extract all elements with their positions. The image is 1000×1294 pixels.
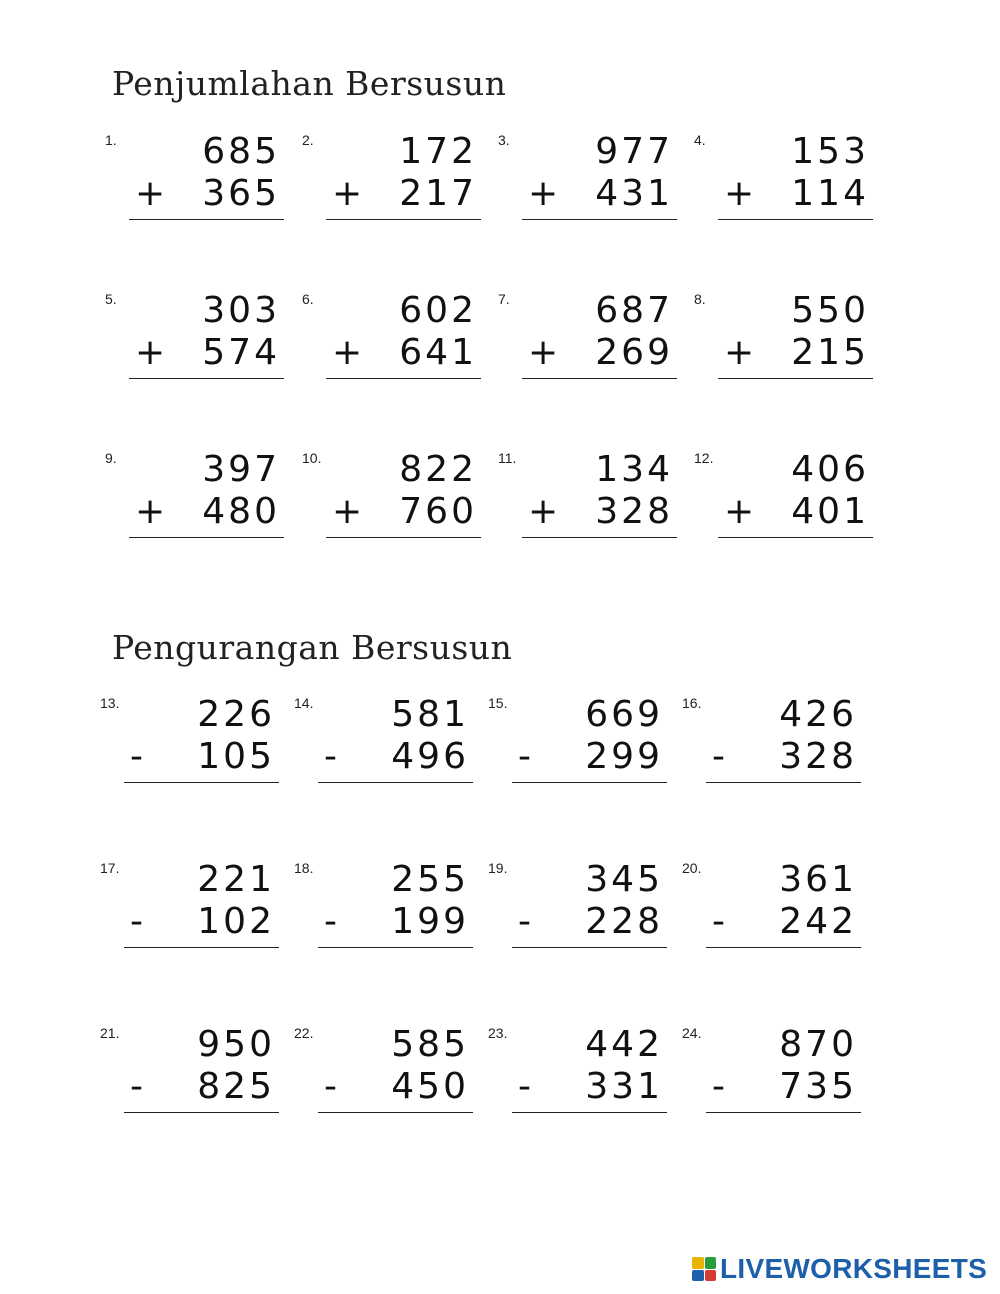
first-operand: 172 <box>399 131 477 172</box>
problem-number: 10. <box>302 450 322 466</box>
answer-line <box>512 782 667 783</box>
second-operand: 431 <box>595 173 673 214</box>
problem-number: 4. <box>694 132 706 148</box>
second-operand: 228 <box>585 901 663 942</box>
first-operand: 581 <box>391 694 469 735</box>
first-operand: 134 <box>595 449 673 490</box>
problem-number: 5. <box>105 291 117 307</box>
problem-19 <box>488 860 663 970</box>
answer-line <box>124 1112 279 1113</box>
answer-line <box>522 378 677 379</box>
answer-line <box>318 782 473 783</box>
problem-7 <box>498 291 673 401</box>
operator-sign: - <box>518 1066 534 1107</box>
answer-line <box>706 1112 861 1113</box>
second-line <box>682 1067 857 1107</box>
second-operand: 199 <box>391 901 469 942</box>
answer-line <box>318 947 473 948</box>
problem-13 <box>100 695 275 805</box>
operator-sign: + <box>135 173 169 214</box>
section-title-subtraction: Pengurangan Bersusun <box>112 628 513 667</box>
problem-number: 9. <box>105 450 117 466</box>
first-operand: 602 <box>399 290 477 331</box>
problem-number: 7. <box>498 291 510 307</box>
first-operand: 345 <box>585 859 663 900</box>
second-line <box>294 902 469 942</box>
second-line <box>105 492 280 532</box>
operator-sign: + <box>332 173 366 214</box>
problem-number: 24. <box>682 1025 702 1041</box>
second-line <box>302 333 477 373</box>
problem-number: 13. <box>100 695 120 711</box>
first-operand: 687 <box>595 290 673 331</box>
operator-sign: - <box>712 901 728 942</box>
second-line <box>100 902 275 942</box>
answer-line <box>718 378 873 379</box>
second-operand: 401 <box>791 491 869 532</box>
second-operand: 480 <box>202 491 280 532</box>
problem-number: 19. <box>488 860 508 876</box>
problem-10 <box>302 450 477 560</box>
problem-5 <box>105 291 280 401</box>
first-operand: 226 <box>197 694 275 735</box>
second-line <box>694 492 869 532</box>
operator-sign: - <box>130 901 146 942</box>
operator-sign: + <box>332 491 366 532</box>
operator-sign: - <box>130 736 146 777</box>
first-operand: 669 <box>585 694 663 735</box>
second-line <box>105 174 280 214</box>
second-line <box>682 737 857 777</box>
problem-number: 2. <box>302 132 314 148</box>
second-operand: 825 <box>197 1066 275 1107</box>
operator-sign: - <box>518 736 534 777</box>
problem-number: 6. <box>302 291 314 307</box>
problem-14 <box>294 695 469 805</box>
problem-number: 1. <box>105 132 117 148</box>
logo-icon <box>692 1257 716 1281</box>
problem-11 <box>498 450 673 560</box>
answer-line <box>129 537 284 538</box>
second-line <box>488 1067 663 1107</box>
problem-1 <box>105 132 280 242</box>
answer-line <box>512 1112 667 1113</box>
logo-text: LIVEWORKSHEETS <box>720 1253 988 1284</box>
liveworksheets-logo <box>692 1254 987 1284</box>
operator-sign: - <box>518 901 534 942</box>
problem-18 <box>294 860 469 970</box>
answer-line <box>318 1112 473 1113</box>
answer-line <box>326 378 481 379</box>
problem-number: 3. <box>498 132 510 148</box>
problem-number: 11. <box>498 450 517 466</box>
first-operand: 685 <box>202 131 280 172</box>
answer-line <box>326 219 481 220</box>
second-line <box>100 1067 275 1107</box>
answer-line <box>718 219 873 220</box>
first-operand: 361 <box>779 859 857 900</box>
first-operand: 406 <box>791 449 869 490</box>
operator-sign: - <box>130 1066 146 1107</box>
second-operand: 760 <box>399 491 477 532</box>
problem-number: 16. <box>682 695 702 711</box>
second-operand: 641 <box>399 332 477 373</box>
second-line <box>294 737 469 777</box>
second-line <box>302 492 477 532</box>
first-operand: 950 <box>197 1024 275 1065</box>
problem-number: 18. <box>294 860 314 876</box>
operator-sign: + <box>135 332 169 373</box>
second-operand: 328 <box>779 736 857 777</box>
second-operand: 217 <box>399 173 477 214</box>
first-operand: 585 <box>391 1024 469 1065</box>
second-operand: 450 <box>391 1066 469 1107</box>
problem-4 <box>694 132 869 242</box>
first-operand: 397 <box>202 449 280 490</box>
problem-12 <box>694 450 869 560</box>
operator-sign: + <box>724 173 758 214</box>
section-title-addition: Penjumlahan Bersusun <box>112 64 507 103</box>
operator-sign: - <box>712 1066 728 1107</box>
second-operand: 331 <box>585 1066 663 1107</box>
problem-number: 22. <box>294 1025 314 1041</box>
problem-21 <box>100 1025 275 1135</box>
problem-number: 23. <box>488 1025 508 1041</box>
answer-line <box>326 537 481 538</box>
second-line <box>488 902 663 942</box>
answer-line <box>129 378 284 379</box>
first-operand: 255 <box>391 859 469 900</box>
operator-sign: + <box>332 332 366 373</box>
second-operand: 114 <box>791 173 869 214</box>
operator-sign: + <box>724 332 758 373</box>
first-operand: 870 <box>779 1024 857 1065</box>
second-operand: 105 <box>197 736 275 777</box>
problem-number: 20. <box>682 860 702 876</box>
problem-22 <box>294 1025 469 1135</box>
second-line <box>682 902 857 942</box>
second-operand: 242 <box>779 901 857 942</box>
second-line <box>294 1067 469 1107</box>
first-operand: 426 <box>779 694 857 735</box>
problem-24 <box>682 1025 857 1135</box>
operator-sign: - <box>324 901 340 942</box>
second-line <box>105 333 280 373</box>
second-operand: 574 <box>202 332 280 373</box>
problem-17 <box>100 860 275 970</box>
second-operand: 215 <box>791 332 869 373</box>
first-operand: 303 <box>202 290 280 331</box>
operator-sign: - <box>712 736 728 777</box>
first-operand: 442 <box>585 1024 663 1065</box>
operator-sign: + <box>528 491 562 532</box>
operator-sign: + <box>528 332 562 373</box>
first-operand: 550 <box>791 290 869 331</box>
problem-23 <box>488 1025 663 1135</box>
second-line <box>498 174 673 214</box>
problem-number: 17. <box>100 860 120 876</box>
problem-number: 15. <box>488 695 508 711</box>
second-line <box>302 174 477 214</box>
second-line <box>694 174 869 214</box>
second-line <box>694 333 869 373</box>
second-operand: 496 <box>391 736 469 777</box>
answer-line <box>522 537 677 538</box>
second-line <box>498 492 673 532</box>
operator-sign: + <box>528 173 562 214</box>
operator-sign: - <box>324 736 340 777</box>
problem-8 <box>694 291 869 401</box>
problem-16 <box>682 695 857 805</box>
second-operand: 102 <box>197 901 275 942</box>
answer-line <box>706 947 861 948</box>
answer-line <box>512 947 667 948</box>
operator-sign: - <box>324 1066 340 1107</box>
second-operand: 328 <box>595 491 673 532</box>
problem-6 <box>302 291 477 401</box>
problem-number: 14. <box>294 695 314 711</box>
first-operand: 221 <box>197 859 275 900</box>
problem-3 <box>498 132 673 242</box>
problem-20 <box>682 860 857 970</box>
second-operand: 735 <box>779 1066 857 1107</box>
second-operand: 365 <box>202 173 280 214</box>
second-operand: 269 <box>595 332 673 373</box>
problem-number: 21. <box>100 1025 120 1041</box>
second-line <box>488 737 663 777</box>
problem-number: 8. <box>694 291 706 307</box>
answer-line <box>124 782 279 783</box>
operator-sign: + <box>724 491 758 532</box>
answer-line <box>129 219 284 220</box>
problem-9 <box>105 450 280 560</box>
answer-line <box>718 537 873 538</box>
second-operand: 299 <box>585 736 663 777</box>
problem-number: 12. <box>694 450 714 466</box>
operator-sign: + <box>135 491 169 532</box>
first-operand: 977 <box>595 131 673 172</box>
problem-2 <box>302 132 477 242</box>
answer-line <box>522 219 677 220</box>
first-operand: 153 <box>791 131 869 172</box>
problem-15 <box>488 695 663 805</box>
second-line <box>100 737 275 777</box>
first-operand: 822 <box>399 449 477 490</box>
answer-line <box>124 947 279 948</box>
answer-line <box>706 782 861 783</box>
second-line <box>498 333 673 373</box>
